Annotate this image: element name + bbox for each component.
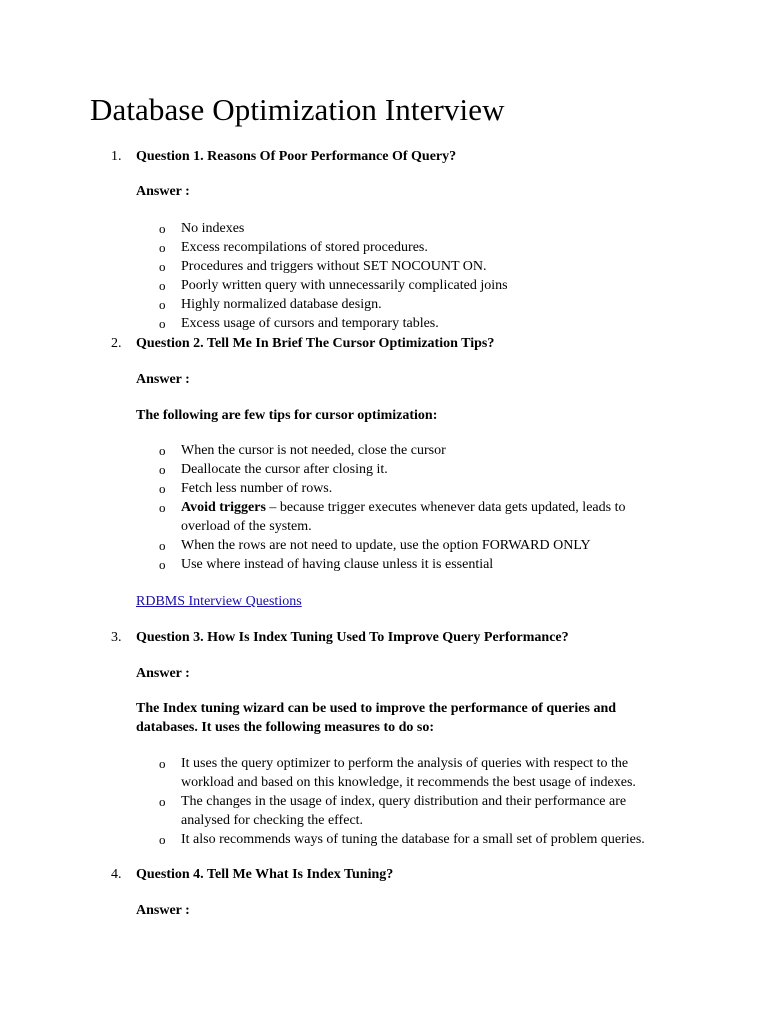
list-item-text: When the rows are not need to update, use the option FORWARD ONLY — [181, 538, 591, 553]
list-item — [136, 479, 676, 498]
question-number: 1. — [111, 149, 122, 164]
list-item-text: Excess usage of cursors and temporary tables. — [181, 316, 439, 331]
bullet-marker: o — [159, 462, 166, 477]
list-item — [136, 830, 676, 849]
list-item — [136, 238, 676, 257]
bullet-marker: o — [159, 538, 166, 553]
list-item-text: Poorly written query with unnecessarily complicated joins — [181, 278, 508, 293]
list-item-text: Use where instead of having clause unless it is essential — [181, 557, 494, 572]
list-item-text: Excess recompilations of stored procedures. — [181, 240, 428, 255]
answer-bullet-list — [136, 754, 676, 849]
question-heading: Question 4. Tell Me What Is Index Tuning? — [136, 867, 394, 882]
bullet-marker: o — [159, 832, 166, 847]
bullet-marker: o — [159, 557, 166, 572]
list-item-text: – because trigger executes whenever data gets updated, leads to overload of the system. — [181, 500, 626, 534]
list-item — [136, 754, 676, 792]
list-item — [136, 257, 676, 276]
list-item — [136, 460, 676, 479]
answer-bullet-list — [136, 219, 676, 333]
answer-label: Answer : — [136, 372, 190, 387]
list-item-text: Procedures and triggers without SET NOCOUNT ON. — [181, 259, 487, 274]
list-item — [136, 536, 676, 555]
list-item — [136, 314, 676, 333]
bullet-marker: o — [159, 500, 166, 515]
question-number: 2. — [111, 336, 122, 351]
bullet-marker: o — [159, 278, 166, 293]
list-item-text: It uses the query optimizer to perform the analysis of queries with respect to the workload and based on this knowledge, it recommends the best usage of indexes. — [181, 756, 636, 790]
question-heading: Question 2. Tell Me In Brief The Cursor Optimization Tips? — [136, 336, 495, 351]
bullet-marker: o — [159, 443, 166, 458]
question-heading: Question 1. Reasons Of Poor Performance Of Query? — [136, 149, 457, 164]
answer-label: Answer : — [136, 903, 190, 918]
answer-intro: The following are few tips for cursor optimization: — [136, 408, 438, 423]
question-number: 3. — [111, 630, 122, 645]
list-item-text: When the cursor is not needed, close the cursor — [181, 443, 446, 458]
rdbms-interview-questions-link[interactable]: RDBMS Interview Questions — [136, 594, 302, 609]
answer-label: Answer : — [136, 184, 190, 199]
question-number: 4. — [111, 867, 122, 882]
list-item — [136, 555, 676, 574]
list-item — [136, 792, 676, 830]
answer-label: Answer : — [136, 666, 190, 681]
bullet-marker: o — [159, 316, 166, 331]
bullet-marker: o — [159, 794, 166, 809]
answer-intro: The Index tuning wizard can be used to improve the performance of queries and databases. It uses the following measures to do so: — [136, 701, 617, 735]
bullet-marker: o — [159, 297, 166, 312]
question-heading: Question 3. How Is Index Tuning Used To Improve Query Performance? — [136, 630, 569, 645]
bullet-marker: o — [159, 240, 166, 255]
bullet-marker: o — [159, 756, 166, 771]
list-item-text: No indexes — [181, 221, 245, 236]
list-item-text: Fetch less number of rows. — [181, 481, 333, 496]
list-item — [136, 276, 676, 295]
bullet-marker: o — [159, 259, 166, 274]
list-item-text: It also recommends ways of tuning the database for a small set of problem queries. — [181, 832, 645, 847]
list-item-text: Deallocate the cursor after closing it. — [181, 462, 388, 477]
list-item — [136, 441, 676, 460]
document-title: Database Optimization Interview — [90, 92, 505, 127]
list-item-bold-text: Avoid triggers — [181, 500, 266, 515]
answer-bullet-list — [136, 441, 676, 574]
list-item — [136, 219, 676, 238]
list-item-text: Highly normalized database design. — [181, 297, 382, 312]
list-item — [136, 295, 676, 314]
bullet-marker: o — [159, 481, 166, 496]
list-item — [136, 498, 676, 536]
list-item-text: The changes in the usage of index, query distribution and their performance are analysed for checking the effect. — [181, 794, 627, 828]
bullet-marker: o — [159, 221, 166, 236]
